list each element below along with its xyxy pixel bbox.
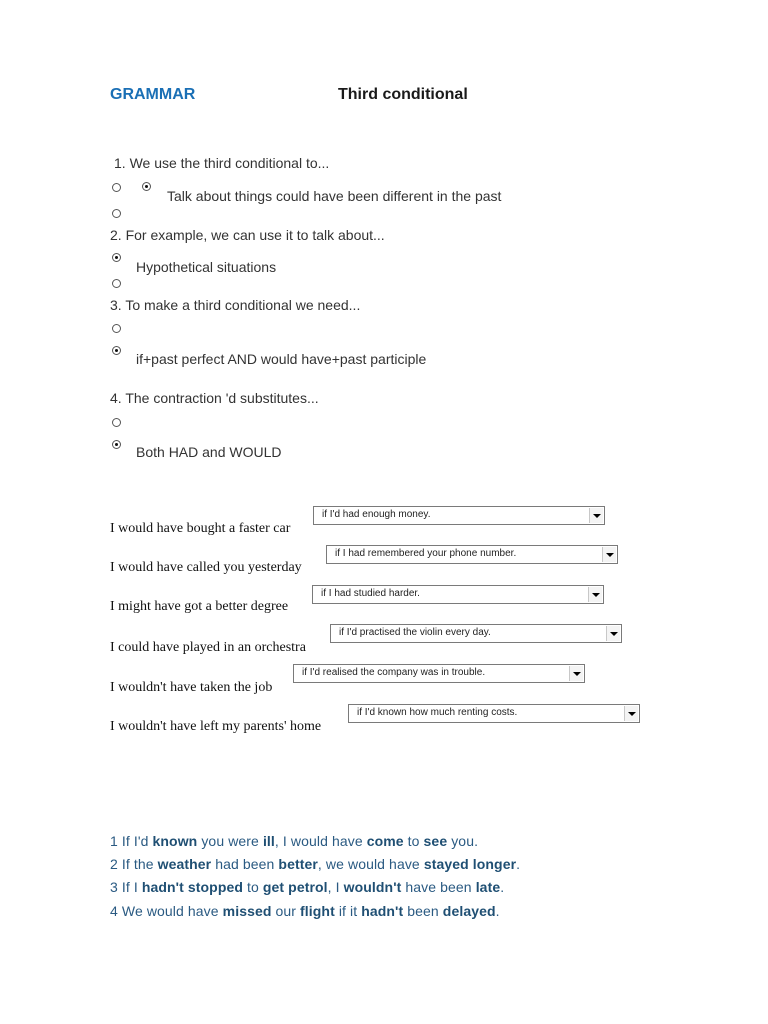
match-select-5[interactable]	[293, 664, 585, 683]
q3-radio-option-a[interactable]	[112, 324, 121, 333]
chevron-down-icon[interactable]	[602, 547, 616, 562]
match-select-4[interactable]	[330, 624, 622, 643]
match-select-1[interactable]	[313, 506, 605, 525]
q1-radio-option-a[interactable]	[112, 183, 121, 192]
question-3-text: 3. To make a third conditional we need...	[110, 297, 361, 313]
chevron-down-icon[interactable]	[606, 626, 620, 641]
match-select-6[interactable]	[348, 704, 640, 723]
match-select-4-value: if I'd practised the violin every day.	[339, 627, 491, 638]
chevron-down-icon[interactable]	[569, 666, 583, 681]
q2-answer-label: Hypothetical situations	[136, 259, 277, 275]
chevron-down-icon[interactable]	[589, 508, 603, 523]
match-sentence-5: I wouldn't have taken the job	[110, 680, 273, 695]
question-1-text: 1. We use the third conditional to...	[114, 155, 330, 171]
question-4-text: 4. The contraction 'd substitutes...	[110, 390, 319, 406]
match-sentence-3: I might have got a better degree	[110, 599, 289, 614]
q3-radio-option-b[interactable]	[112, 346, 121, 355]
q4-radio-option-a[interactable]	[112, 418, 121, 427]
match-select-3[interactable]	[312, 585, 604, 604]
q2-radio-option-a[interactable]	[112, 253, 121, 262]
q3-answer-label: if+past perfect AND would have+past participle	[136, 351, 427, 367]
match-select-2-value: if I had remembered your phone number.	[335, 548, 517, 559]
q4-answer-label: Both HAD and WOULD	[136, 444, 282, 460]
match-select-3-value: if I had studied harder.	[321, 588, 420, 599]
match-sentence-4: I could have played in an orchestra	[110, 640, 306, 655]
page-title: Third conditional	[338, 86, 468, 103]
answer-sentence-1: 1 If I'd known you were ill, I would have come to see you.	[110, 833, 479, 849]
q1-answer-label: Talk about things could have been different in the past	[167, 188, 502, 204]
q1-radio-option-c[interactable]	[112, 209, 121, 218]
q1-radio-option-b[interactable]	[142, 182, 151, 191]
q2-radio-option-b[interactable]	[112, 279, 121, 288]
chevron-down-icon[interactable]	[588, 587, 602, 602]
q4-radio-option-b[interactable]	[112, 440, 121, 449]
question-2-text: 2. For example, we can use it to talk about...	[110, 227, 385, 243]
match-select-1-value: if I'd had enough money.	[322, 509, 431, 520]
grammar-heading: GRAMMAR	[110, 86, 196, 103]
match-sentence-2: I would have called you yesterday	[110, 560, 302, 575]
answer-sentence-2: 2 If the weather had been better, we would have stayed longer.	[110, 856, 521, 872]
match-select-6-value: if I'd known how much renting costs.	[357, 707, 518, 718]
answer-sentence-4: 4 We would have missed our flight if it hadn't been delayed.	[110, 903, 500, 919]
match-sentence-1: I would have bought a faster car	[110, 521, 291, 536]
match-select-5-value: if I'd realised the company was in trouble.	[302, 667, 486, 678]
match-select-2[interactable]	[326, 545, 618, 564]
chevron-down-icon[interactable]	[624, 706, 638, 721]
match-sentence-6: I wouldn't have left my parents' home	[110, 719, 322, 734]
answer-sentence-3: 3 If I hadn't stopped to get petrol, I wouldn't have been late.	[110, 879, 505, 895]
